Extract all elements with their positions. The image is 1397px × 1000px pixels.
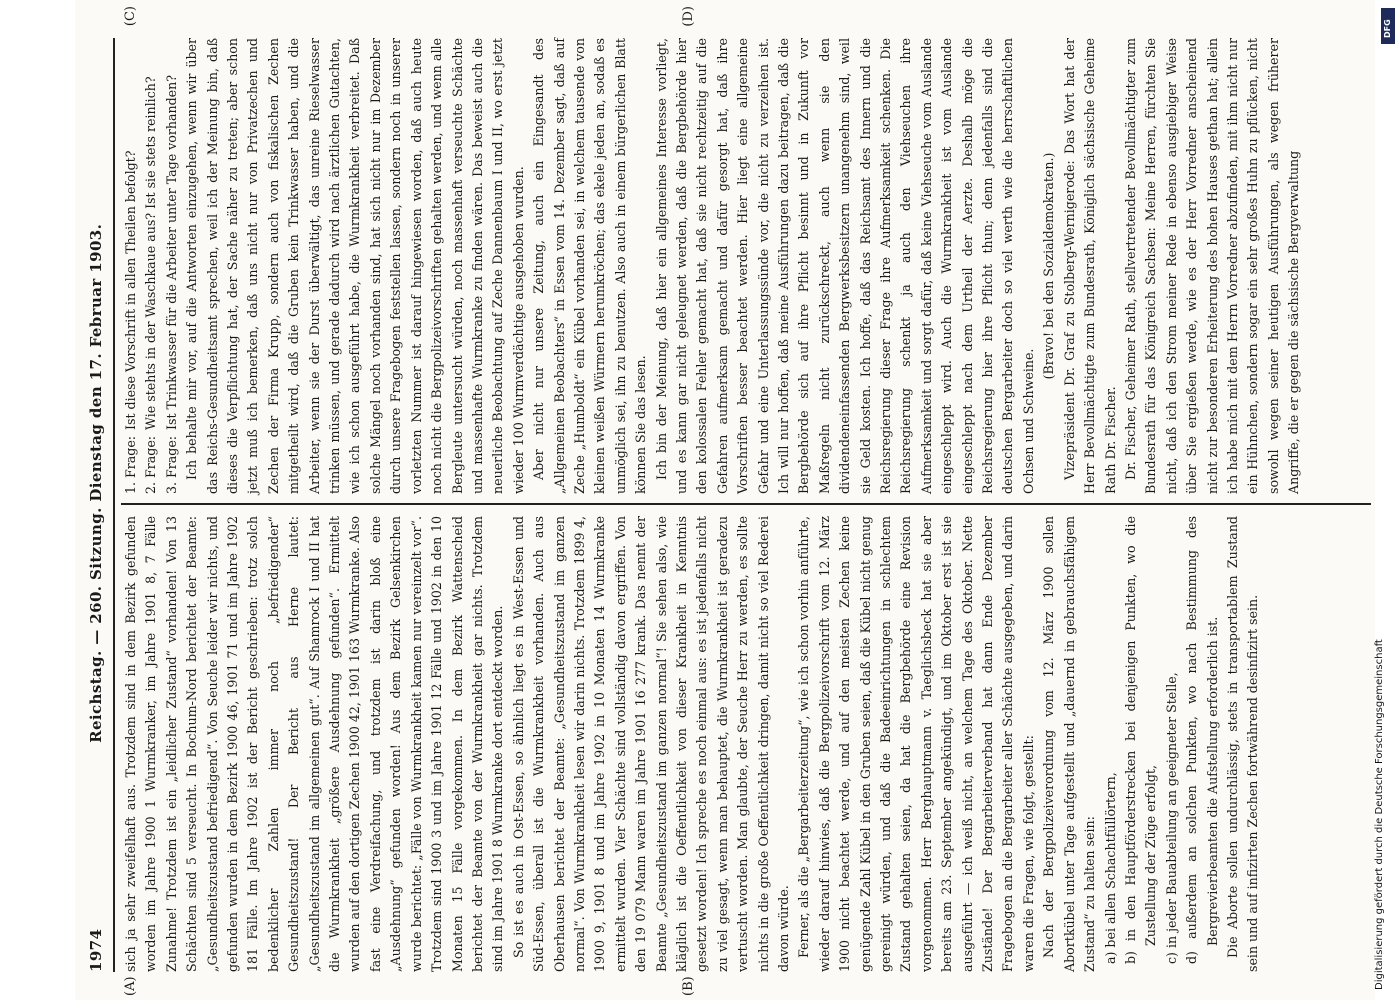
margin-marker-d: (D) <box>681 6 696 27</box>
question-number: 1. Frage: <box>123 435 138 494</box>
document-page <box>75 0 1375 1000</box>
paragraph: Nach der Bergpolizeiverordnung vom 12. März 1900 sollen Abortkübel unter Tage aufgestellt und „dauernd in gebrauchsfähigem Zustand“ zu halten sein: <box>1041 516 1098 972</box>
margin-marker-a: (A) <box>123 976 138 996</box>
funding-credit: Digitalisierung gefördert durch die Deutsche Forschungsgemeinschaft <box>1374 639 1385 990</box>
paragraph: Ich behalte mir vor, auf die Antworten einzugehen, wenn wir über das Reichs-Gesundheitsamt sprechen, weil ich der Meinung bin, daß dieses die Verpflichtung hat, der Sache näher zu treten; aber schon jetzt muß ich bemerken, daß uns nicht nur von Privatzechen und Zechen der Firma Krupp, sondern auch von fiskalischen Zechen mitgetheilt wird, daß die Gruben kein Trinkwasser haben, und die Arbeiter, wenn sie der Durst überwältigt, das unreine Rieselwasser trinken müssen, und gerade dadurch wird nach ärztlichen Gutachten, wie ich schon ausgeführt habe, die Wurmkrankheit verbreitet. Daß solche Mängel noch vorhanden sind, hat sich nicht nur im Dezember durch unsere Fragebogen feststellen lassen, sondern noch in unserer vorletzten Nummer ist darauf hingewiesen worden, daß auch heute noch nicht die Bergpolizeivorschriften gehalten werden, und wenn alle Bergleute untersucht würden, noch massenhaft verseuchte Schächte und massenhafte Wurmkranke zu finden wären. Das beweist auch die neuerliche Beobachtung auf Zeche Dannenbaum I und II, wo erst jetzt wieder 100 Wurmverdächtige ausgehoben wurden. <box>184 38 526 494</box>
paragraph: Ferner, als die „Bergarbeiterzeitung“, wie ich schon vorhin anführte, wieder darauf hinwies, daß die Bergpolizeivorschrift vom 12. März 1900 nicht beachtet werde, und auf den meisten Zechen keine genügende Zahl Kübel in den Gruben seien, daß die Kübel nicht genug gereinigt würden, und daß die Badeeinrichtungen in schlechtem Zustand gehalten seien, da hat die Bergbehörde eine Revision vorgenommen. Herr Berghauptmann v. Taeglichsbeck hat sie aber bereits am 23. September angekündigt, und im Oktober erst ist sie ausgeführt — ich weiß nicht, an welchem Tage des Oktober. Nette Zustände! Der Bergarbeiterverband hat dann Ende Dezember Fragebogen an die Bergarbeiter aller Schächte ausgegeben, und darin waren die Fragen, wie folgt, gestellt: <box>796 516 1036 972</box>
question-number: 3. Frage: <box>163 435 179 494</box>
question-item <box>162 38 182 494</box>
right-column <box>121 38 1371 494</box>
paragraph: Aber nicht nur unsere Zeitung, auch ein Eingesandt des „Allgemeinen Beobachters“ in Essen vom 14. Dezember sagt, daß auf Zeche „Humboldt“ ein Kübel vorhanden sei, in welchem tausende von kleinen weißen Würmern herumkröchen; das ekele jeden an, sodaß es unmöglich sei, ihn zu benutzen. Also auch in einem bürgerlichen Blatt können Sie das lesen. <box>531 38 649 494</box>
question-text: Ist Trinkwasser für die Arbeiter unter Tage vorhanden? <box>163 75 179 430</box>
text-columns <box>121 6 1371 996</box>
dfg-logo-text: DFG <box>1383 19 1392 38</box>
margin-marker-c: (C) <box>123 6 138 27</box>
question-text: Ist diese Vorschrift in allen Theilen befolgt? <box>123 150 138 430</box>
running-head <box>87 38 115 972</box>
list-item: c) in jeder Bauabteilung an geeigneter Stelle, <box>1163 672 1179 964</box>
left-column <box>121 516 1371 972</box>
column-divider <box>121 503 1371 505</box>
list-item: d) außerdem an solchen Punkten, wo nach Bestimmung des Bergrevierbeamten die Aufstellung erforderlich ist. <box>1184 516 1220 964</box>
question-item <box>121 38 141 494</box>
question-item <box>141 38 161 494</box>
margin-marker-b: (B) <box>681 976 696 996</box>
paragraph: sich ja sehr zweifelhaft aus. Trotzdem sind in dem Bezirk gefunden worden im Jahre 1900 1 Wurmkranker, im Jahre 1901 8, 7 Fälle Zunahme! Trotzdem ist ein „leidlicher Zustand“ vorhanden! Von 13 Schächten sind 5 verseucht. In Bochum-Nord berichtet der Beamte: „Gesundheitszustand befriedigend“. Von Seuche leider wir nichts, und gefunden wurden in dem Bezirk 1900 46, 1901 71 und im Jahre 1902 181 Fälle. Im Jahre 1902 ist der Bericht geschrieben: trotz solch bedenklicher Zahlen immer noch „befriedigender“ Gesundheitszustand! Der Bericht aus Herne lautet: „Gesundheitszustand im allgemeinen gut“. Auf Shamrock I und II hat die Wurmkrankheit „größere Ausdehnung gefunden“. Ermittelt wurden auf den dortigen Zechen 1900 42, 1901 163 Wurmkranke. Also fast eine Verdreifachung, und trotzdem ist darin bloß eine „Ausdehnung“ gefunden worden! Aus dem Bezirk Gelsenkirchen wurde berichtet: „Fälle von Wurmkrankheit kamen nur vereinzelt vor“. Trotzdem sind 1900 3 und im Jahre 1901 12 Fälle und 1902 in den 10 Monaten 15 Fälle vorgekommen. In dem Bezirk Wattenscheid berichtet der Beamte von der Wurmkrankheit gar nichts. Trotzdem sind im Jahre 1901 8 Wurmkranke dort entdeckt worden. <box>123 516 506 972</box>
paragraph: Ich bin der Meinung, daß hier ein allgemeines Interesse vorliegt, und es kann gar nicht geleugnet werden, daß die Bergbehörde hier den kolossalen Fehler gemacht hat, daß sie nicht rechtzeitig auf die Gefahren aufmerksam gemacht und dafür gesorgt hat, daß ihre Vorschriften besser beachtet werden. Hier liegt eine allgemeine Gefahr und eine Unterlassungssünde vor, die nicht zu verzeihen ist. Ich will nur hoffen, daß meine Ausführungen dazu beitragen, daß die Bergbehörde sich auf ihre Pflicht besinnt und in Zukunft vor Maßregeln nicht zurückschreckt, auch wenn sie den dividendeneinfassenden Bergwerksbesitzern unangenehm sind, weil sie Geld kosten. Ich hoffe, daß das Reichsamt des Innern und die Reichsregierung dieser Frage ihre Aufmerksamkeit schenken. Die Reichsregierung schenkt ja auch den Viehseuchen ihre Aufmerksamkeit und sorgt dafür, daß keine Viehseuche vom Auslande eingeschleppt wird. Auch die Wurmkrankheit ist vom Auslande eingeschleppt nach dem Urtheil der Aerzte. Deshalb möge die Reichsregierung hier ihre Pflicht thun; denn jedenfalls sind die deutschen Bergarbeiter doch so viel werth wie die herrschaftlichen Ochsen und Schweine. <box>653 38 1036 494</box>
paragraph: Die Aborte sollen undurchlässig, stets in transportablem Zustand sein und auf infizirten Zechen fortwährend desinfizirt sein. <box>1224 516 1261 972</box>
list-item: b) in den Hauptförderstrecken bei denjenigen Punkten, wo die Zustellung der Züge erfolgt, <box>1122 516 1159 964</box>
regulation-list <box>1101 516 1223 972</box>
vice-president-remark: Vizepräsident Dr. Graf zu Stolberg-Wernigerode: Das Wort hat der Herr Bevollmächtigte zum Bundesrath, Königlich sächsische Geheime Rath Dr. Fischer. <box>1061 38 1118 494</box>
dfg-logo <box>1381 8 1395 44</box>
page-number: 1974 <box>87 928 105 972</box>
applause-note: (Bravo! bei den Sozialdemokraten.) <box>1041 152 1057 380</box>
question-text: Wie stehts in der Waschkaue aus? Ist sie stets reinlich? <box>143 76 159 430</box>
question-number: 2. Frage: <box>143 435 159 494</box>
paragraph: So ist es auch in Ost-Essen, so ähnlich liegt es in West-Essen und Süd-Essen, überall ist die Wurmkrankheit vorhanden. Auch aus Oberhausen berichtet der Beamte: „Gesundheitszustand im ganzen normal“. Von Wurmkrankheit lesen wir darin nichts. Trotzdem 1899 4, 1900 9, 1901 8 und im Jahre 1902 in 10 Monaten 14 Wurmkranke ermittelt wurden. Vier Schächte sind vollständig davon ergriffen. Von den 19 079 Mann waren im Jahre 1901 16 277 krank. Das nennt der Beamte „Gesundheitszustand im ganzen normal“! Sie sehen also, wie kläglich ist die Oeffentlichkeit von dieser Krankheit in Kenntnis gesetzt worden! Ich spreche es noch einmal aus: es ist jedenfalls nicht zu viel gesagt, wenn man behauptet, die Wurmkrankheit ist geradezu vertuscht worden. Man glaubte, der Seuche Herr zu werden, es sollte nichts in die große Oeffentlichkeit dringen, damit nicht so viel Rederei davon würde. <box>510 516 791 972</box>
session-title: Reichstag. — 260. Sitzung. Dienstag den 17. Februar 1903. <box>87 223 105 743</box>
list-item: a) bei allen Schachtfüllörtern, <box>1102 772 1118 964</box>
speaker-paragraph: Dr. Fischer, Geheimer Rath, stellvertretender Bevollmächtigter zum Bundesrath für das Königreich Sachsen: Meine Herren, fürchten Sie nicht, daß ich den Strom meiner Rede in ebenso ausgiebiger Weise über Sie ergießen werde, wie es der Herr Vorredner anscheinend nicht zur besonderen Erheiterung des hohen Hauses gethan hat; allein ich habe mich mit dem Herrn Vorredner abzufinden, mit ihm nicht nur ein Hühnchen, sondern sogar ein sehr großes Huhn zu pflücken, nicht sowohl wegen seiner heutigen Ausführungen, als wegen früherer Angriffe, die er gegen die sächsische Bergverwaltung <box>1122 38 1302 494</box>
